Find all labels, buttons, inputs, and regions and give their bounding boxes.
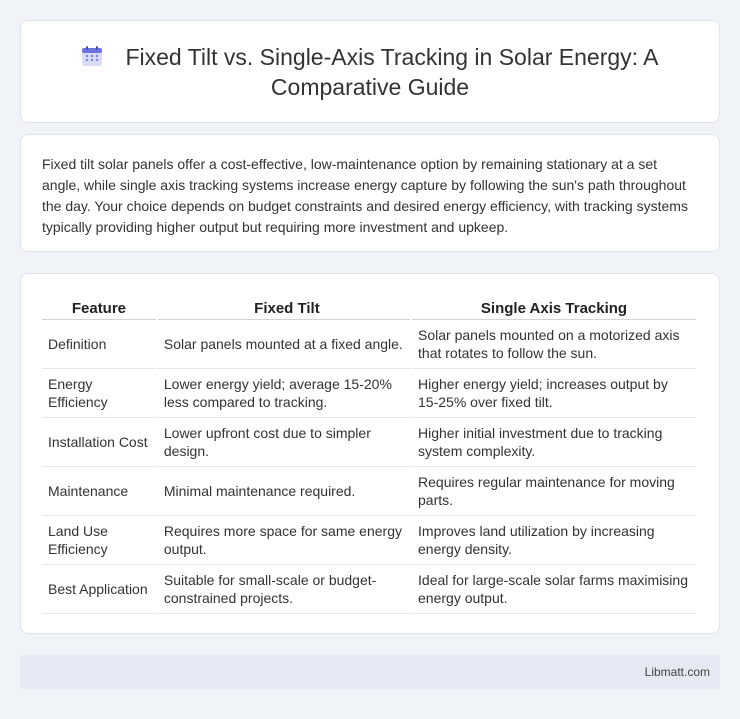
cell-fixed-tilt: Minimal maintenance required. — [158, 467, 410, 516]
cell-single-axis: Solar panels mounted on a motorized axis that rotates to follow the sun. — [412, 320, 696, 369]
page-title: Fixed Tilt vs. Single-Axis Tracking in Solar Energy: A Comparative Guide — [125, 43, 659, 100]
cell-single-axis: Ideal for large-scale solar farms maximising energy output. — [412, 565, 696, 614]
cell-fixed-tilt: Lower upfront cost due to simpler design. — [158, 418, 410, 467]
table-row — [42, 565, 696, 614]
cell-feature: Maintenance — [42, 467, 156, 516]
cell-feature: Installation Cost — [42, 418, 156, 467]
summary-text: Fixed tilt solar panels offer a cost-effective, low-maintenance option by remaining stationary at a set angle, while single axis tracking systems increase energy capture by following the sun's path throughout the day. Your choice depends on budget constraints and desired energy efficiency, with tracking systems typically providing higher output but requiring more investment and upkeep. — [42, 156, 688, 235]
table-row — [42, 467, 696, 516]
summary-card — [20, 134, 720, 252]
cell-fixed-tilt: Requires more space for same energy output. — [158, 516, 410, 565]
comparison-table — [40, 294, 698, 614]
cell-single-axis: Higher energy yield; increases output by 15-25% over fixed tilt. — [412, 369, 696, 418]
cell-feature: Land Use Efficiency — [42, 516, 156, 565]
comparison-card — [20, 273, 720, 634]
cell-single-axis: Requires regular maintenance for moving parts. — [412, 467, 696, 516]
calendar-icon — [81, 44, 103, 66]
header-fixed-tilt: Fixed Tilt — [158, 294, 410, 320]
cell-fixed-tilt: Solar panels mounted at a fixed angle. — [158, 320, 410, 369]
cell-single-axis: Higher initial investment due to tracking system complexity. — [412, 418, 696, 467]
footer — [20, 655, 720, 689]
table-row — [42, 516, 696, 565]
table-row — [42, 418, 696, 467]
table-row — [42, 320, 696, 369]
footer-brand[interactable]: Libmatt.com — [644, 665, 710, 679]
cell-feature: Best Application — [42, 565, 156, 614]
table-header-row — [42, 294, 696, 320]
cell-feature: Energy Efficiency — [42, 369, 156, 418]
cell-fixed-tilt: Lower energy yield; average 15-20% less compared to tracking. — [158, 369, 410, 418]
table-row — [42, 369, 696, 418]
header-single-axis: Single Axis Tracking — [412, 294, 696, 320]
title-card — [20, 20, 720, 123]
page-title-wrap — [61, 42, 679, 102]
header-feature: Feature — [42, 294, 156, 320]
cell-single-axis: Improves land utilization by increasing energy density. — [412, 516, 696, 565]
cell-fixed-tilt: Suitable for small-scale or budget-constrained projects. — [158, 565, 410, 614]
cell-feature: Definition — [42, 320, 156, 369]
